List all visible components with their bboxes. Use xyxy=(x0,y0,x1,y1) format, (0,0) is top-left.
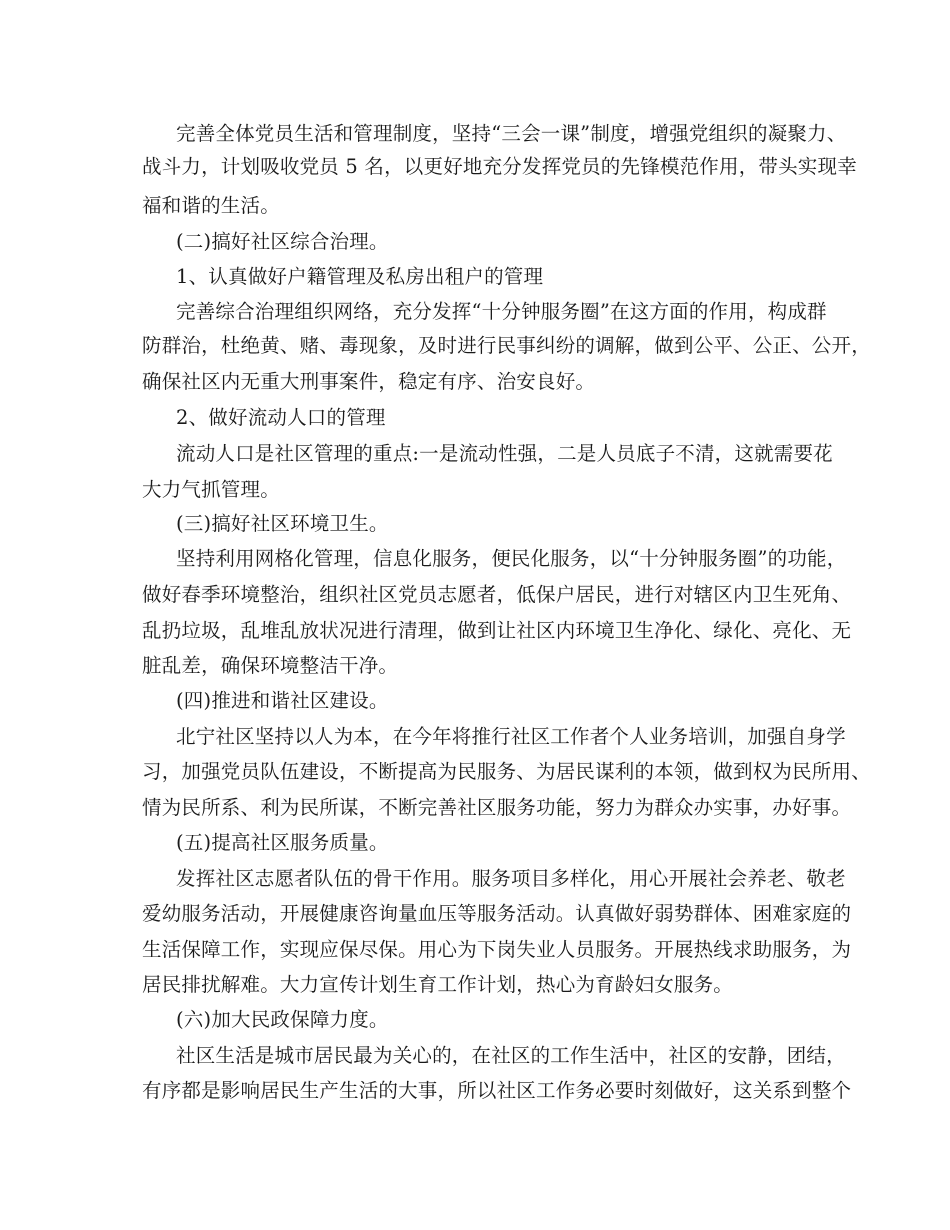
section-heading: (五)提高社区服务质量。 xyxy=(176,831,389,854)
text-line: 流动人口是社区管理的重点:一是流动性强，二是人员底子不清，这就需要花 xyxy=(176,442,833,465)
text-line: 乱扔垃圾，乱堆乱放状况进行清理，做到让社区内环境卫生净化、绿化、亮化、无 xyxy=(142,619,852,642)
text-line: 习，加强党员队伍建设，不断提高为民服务、为居民谋利的本领，做到权为民所用、 xyxy=(142,760,871,783)
text-line: 防群治，杜绝黄、赌、毒现象，及时进行民事纠纷的调解，做到公平、公正、公开， xyxy=(142,334,871,357)
text-line: 居民排扰解难。大力宣传计划生育工作计划，热心为育龄妇女服务。 xyxy=(142,973,734,996)
text-line: 社区生活是城市居民最为关心的，在社区的工作生活中，社区的安静，团结， xyxy=(176,1044,846,1067)
text-line: 爱幼服务活动，开展健康咨询量血压等服务活动。认真做好弱势群体、困难家庭的 xyxy=(142,902,852,925)
text-line: 坚持利用网格化管理，信息化服务，便民化服务，以“十分钟服务圈”的功能， xyxy=(176,547,847,570)
text-line: 福和谐的生活。 xyxy=(142,194,280,217)
text-line: 完善综合治理组织网络，充分发挥“十分钟服务圈”在这方面的作用，构成群 xyxy=(176,300,827,323)
text-line: 确保社区内无重大刑事案件，稳定有序、治安良好。 xyxy=(142,370,596,393)
section-heading: (四)推进和谐社区建设。 xyxy=(176,689,389,712)
text-line: 大力气抓管理。 xyxy=(142,478,280,501)
text-line: 战斗力，计划吸收党员 5 名，以更好地充分发挥党员的先锋模范作用，带头实现幸 xyxy=(142,155,857,178)
text-line: 北宁社区坚持以人为本，在今年将推行社区工作者个人业务培训，加强自身学 xyxy=(176,725,846,748)
section-heading: (六)加大民政保障力度。 xyxy=(176,1008,389,1031)
text-line: 有序都是影响居民生产生活的大事，所以社区工作务必要时刻做好，这关系到整个 xyxy=(142,1079,852,1102)
subsection-heading: 1、认真做好户籍管理及私房出租户的管理 xyxy=(176,265,544,288)
text-line: 生活保障工作，实现应保尽保。用心为下岗失业人员服务。开展热线求助服务，为 xyxy=(142,938,852,961)
text-line: 情为民所系、利为民所谋，不断完善社区服务功能，努力为群众办实事，办好事。 xyxy=(142,796,852,819)
section-heading: (三)搞好社区环境卫生。 xyxy=(176,512,389,535)
text-line: 完善全体党员生活和管理制度，坚持“三会一课”制度，增强党组织的凝聚力、 xyxy=(176,122,847,145)
section-heading: (二)搞好社区综合治理。 xyxy=(176,230,389,253)
subsection-heading: 2、做好流动人口的管理 xyxy=(176,406,386,429)
text-line: 发挥社区志愿者队伍的骨干作用。服务项目多样化，用心开展社会养老、敬老 xyxy=(176,867,846,890)
text-line: 做好春季环境整治，组织社区党员志愿者，低保户居民，进行对辖区内卫生死角、 xyxy=(142,583,852,606)
text-line: 脏乱差，确保环境整洁干净。 xyxy=(142,654,399,677)
